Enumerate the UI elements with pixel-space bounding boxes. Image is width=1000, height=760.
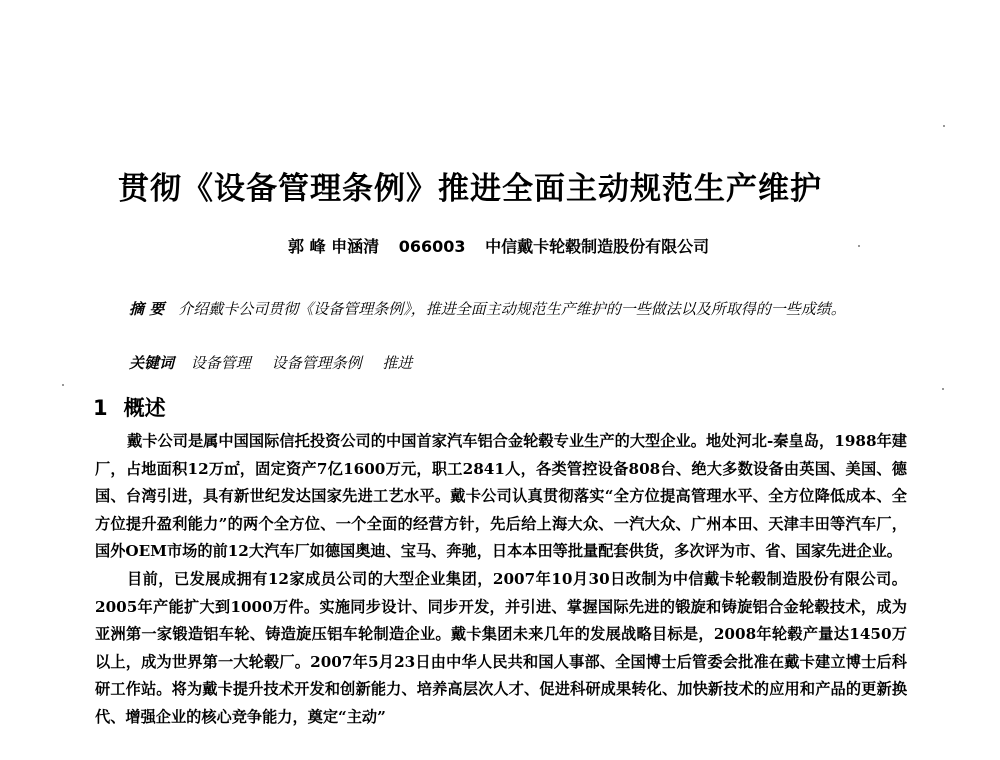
author-line	[288, 234, 723, 257]
abstract	[95, 295, 907, 324]
keyword-item: 设备管理	[190, 354, 251, 372]
author-affiliation: 中信戴卡轮毂制造股份有限公司	[485, 237, 710, 256]
section-body	[95, 428, 907, 732]
keywords	[129, 352, 428, 373]
scan-speck	[943, 125, 945, 127]
abstract-label: 摘 要	[129, 300, 165, 318]
keywords-label: 关键词	[129, 354, 175, 372]
author-names: 郭 峰 申涵清	[288, 237, 380, 256]
keyword-item: 设备管理条例	[271, 354, 362, 372]
section-title: 概述	[123, 396, 166, 420]
scan-speck	[62, 384, 64, 386]
section-heading	[93, 392, 166, 422]
abstract-text: 介绍戴卡公司贯彻《设备管理条例》，推进全面主动规范生产维护的一些做法以及所取得的一些成绩。	[178, 300, 846, 318]
paper-title: 贯彻《设备管理条例》推进全面主动规范生产维护	[118, 171, 822, 207]
author-postcode: 066003	[398, 237, 466, 256]
body-paragraph: 戴卡公司是属中国国际信托投资公司的中国首家汽车铝合金轮毂专业生产的大型企业。地处河北-秦皇岛，1988年建厂，占地面积12万㎡，固定资产7亿1600万元，职工2841人，各类管控设备808台、绝大多数设备由英国、美国、德国、台湾引进，具有新世纪发达国家先进工艺水平。戴卡公司认真贯彻落实“全方位提高管理水平、全方位降低成本、全方位提升盈利能力”的两个全方位、一个全面的经营方针，先后给上海大众、一汽大众、广州本田、天津丰田等汽车厂，国外OEM市场的前12大汽车厂如德国奥迪、宝马、奔驰，日本本田等批量配套供货，多次评为市、省、国家先进企业。	[95, 432, 907, 561]
body-paragraph: 目前，已发展成拥有12家成员公司的大型企业集团，2007年10月30日改制为中信戴卡轮毂制造股份有限公司。2005年产能扩大到1000万件。实施同步设计、同步开发，并引进、掌握国际先进的锻旋和铸旋铝合金轮毂技术，成为亚洲第一家锻造铝车轮、铸造旋压铝车轮制造企业。戴卡集团未来几年的发展战略目标是，2008年轮毂产量达1450万以上，成为世界第一大轮毂厂。2007年5月23日由中华人民共和国人事部、全国博士后管委会批准在戴卡建立博士后科研工作站。将为戴卡提升技术开发和创新能力、培养高层次人才、促进科研成果转化、加快新技术的应用和产品的更新换代、增强企业的核心竞争能力，奠定“主动”	[95, 569, 907, 726]
section-number: 1	[93, 396, 108, 420]
keyword-item: 推进	[382, 354, 413, 372]
scan-speck	[942, 388, 944, 390]
scan-speck	[858, 245, 860, 247]
